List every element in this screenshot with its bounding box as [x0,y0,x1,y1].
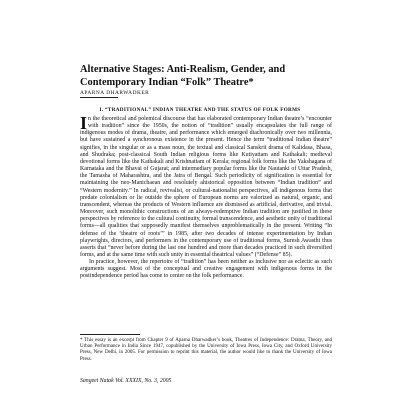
paragraph-2: In practice, however, the repertoire of “tradition” has been neither as inclusive nor as eclectic as such arguments suggest. Most of the conceptual and creative engagement with indigenous forms in the postindependence period has come to center on the folk performance. [80,259,332,280]
section-heading: I. “TRADITIONAL” INDIAN THEATRE AND THE STATUS OF FOLK FORMS [99,107,301,113]
paragraph-1-text: n the theoretical and polemical discourse that has elaborated contemporary Indian theatre’s “encounter with tradition” since the 1950s, the notion of “tradition” usually encapsulates the full range of indigenous modes of drama, theatre, and performance which emerged diachronically over two millennia, but have sustained a synchronous existence in the present. Hence the term “traditional Indian theatre” signifies, in the singular or as a mass noun, the textual and classical Sanskrit drama of Kalidasa, Bhasa, and Shudraka; post-classical South Indian religious forms like Kutiyattam and Kathakali; medieval devotional forms like the Kathakali and Krishnattam of Kerala; regional folk forms like the Yakshagana of Karnataka and the Bhavai of Gujarat; and intermediary popular forms like the Nautanki of Uttar Pradesh, the Tamasha of Maharashtra, and the Jatra of Bengal. Such periodicity of signification is essential for maintaining the neo-Manichaean and resolutely ahistorical opposition between “Indian tradition” and “Western modernity.” In radical, revivalist, or cultural-nationalist perspectives, all indigenous forms that predate colonialism or lie outside the sphere of European norms are valorized as natural, organic, and transcendent, whereas the products of Western influence are dismissed as artificial, derivative, and trivial. Moreover, such monolithic constructions of an always-redemptive Indian tradition are justified in these perspectives by reference to the cultural continuity, formal transcendence, and aesthetic unity of traditional forms—all qualities that supposedly manifest themselves unproblematically in the present. Writing “In defense of the ‘theatre of roots’” in 1985, after two decades of intense experimentation by Indian playwrights, directors, and performers in the contemporary use of traditional forms, Suresh Awasthi thus asserts that “never before during the last one hundred and more than decades practiced in such diversified forms, and at the same time with such unity in essential theatrical values” (“Defense” 85). [80,116,332,258]
footnote-rule [80,334,140,335]
journal-citation: Sangeet Natak Vol. XXXIX, No. 3, 2005 [80,378,172,384]
author-name: APARNA DHARWADKER [80,90,150,96]
paragraph-1 [80,113,332,259]
article-body [80,113,332,281]
article-title: Alternative Stages: Anti-Realism, Gender, and Contemporary Indian “Folk” Theatre* [80,64,286,88]
footnote: * This essay is an excerpt from Chapter 9 of Aparna Dharwadker’s book, Theatres of Independence: Drama, Theory, and Urban Performance in India Since 1947, copublished by the University of Iowa Press, Iowa City, and Oxford University Press, New Delhi, in 2005. For permission to reprint this material, the author would like to thank the University of Iowa Press. [80,338,332,362]
drop-cap: I [80,113,88,133]
title-rule [80,97,118,98]
